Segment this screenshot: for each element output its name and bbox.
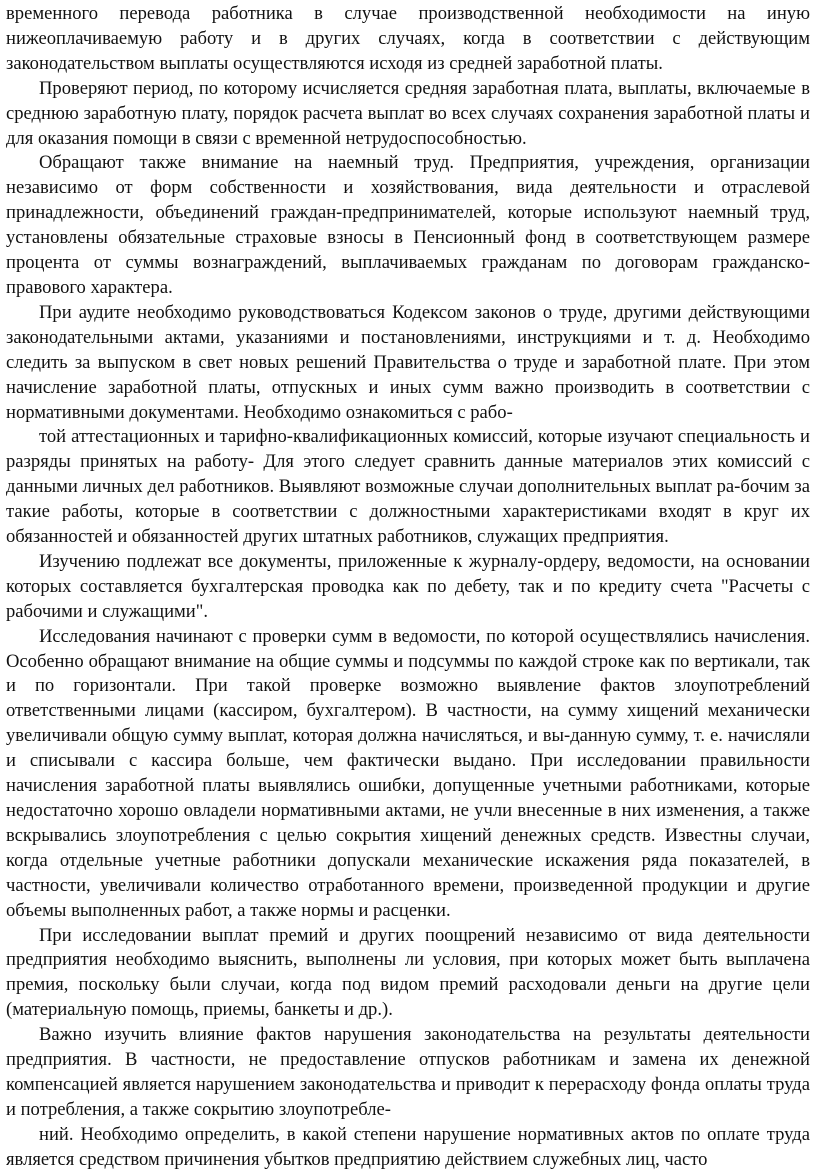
paragraph-8: При исследовании выплат премий и других поощрений независимо от вида деятельности предприятия необходимо выяснить, выполнены ли условия, при которых может быть выплачена премия, поскольку были случаи, когда под видом премий расходовали деньги на другие цели (материальную помощь, приемы, банкеты и др.). bbox=[6, 924, 810, 1021]
paragraph-5: той аттестационных и тарифно-квалификационных комиссий, которые изучают специальность и разряды принятых на работу- Для этого следует сравнить данные материалов этих комиссий с данными личных дел работников. Выявляют возможные случаи дополнительных выплат ра-бочим за такие работы, которые в соответствии с должностными характеристиками входят в круг их обязанностей и обязанностей других штатных работников, служащих предприятия. bbox=[6, 426, 810, 548]
paragraph-7: Исследования начинают с проверки сумм в ведомости, по которой осуществлялись начисления. Особенно обращают внимание на общие суммы и подсуммы по каждой строке как по вертикали, так и по горизонтали. При такой проверке возможно выявление фактов злоупотреблений ответственными лицами (кассиром, бухгалтером). В частности, на сумму хищений механически увеличивали общую сумму выплат, которая должна начисляться, и вы-данную сумму, т. е. начисляли и списывали с кассира больше, чем фактически выдано. При исследовании правильности начисления заработной платы выявлялись ошибки, допущенные учетными работниками, которые недостаточно хорошо овладели нормативными актами, не учли внесенные в них изменения, а также вскрывались злоупотребления с целью сокрытия хищений денежных средств. Известны случаи, когда отдельные учетные работники допускали механические искажения ряда показателей, в частности, увеличивали количество отработанного времени, произведенной продукции и другие объемы выполненных работ, а также нормы и расценки. bbox=[6, 625, 810, 921]
paragraph-1: временного перевода работника в случае производственной необходимости на иную нижеоплачиваемую работу и в других случаях, когда в соответствии с действующим законодательством выплаты осуществляются исходя из средней заработной платы. bbox=[6, 3, 810, 74]
paragraph-2: Проверяют период, по которому исчисляется средняя заработная плата, выплаты, включаемые в среднюю заработную плату, порядок расчета выплат во всех случаях сохранения заработной платы и для оказания помощи в связи с временной нетрудоспособностью. bbox=[6, 77, 810, 149]
paragraph-3: Обращают также внимание на наемный труд. Предприятия, учреждения, организации независимо от форм собственности и хозяйствования, вида деятельности и отраслевой принадлежности, объединений граждан-предпринимателей, которые используют наемный труд, установлены обязательные страховые взносы в Пенсионный фонд в соответствующем размере процента от суммы вознаграждений, выплачиваемых гражданам по договорам гражданско-правового характера. bbox=[6, 152, 810, 298]
paragraph-4: При аудите необходимо руководствоваться Кодексом законов о труде, другими действующими законодательными актами, указаниями и постановлениями, инструкциями и т. д. Необходимо следить за выпуском в свет новых решений Правительства о труде и заработной плате. При этом начисление заработной платы, отпускных и иных сумм важно производить в соответствии с нормативными документами. Необходимо ознакомиться с рабо- bbox=[6, 301, 810, 423]
paragraph-10: ний. Необходимо определить, в какой степени нарушение нормативных актов по оплате труда является средством причинения убытков предприятию действием служебных лиц, часто bbox=[6, 1123, 810, 1170]
paragraph-9: Важно изучить влияние фактов нарушения законодательства на результаты деятельности предприятия. В частности, не предоставление отпусков работникам и замена их денежной компенсацией является нарушением законодательства и приводит к перерасходу фонда оплаты труда и потребления, а также сокрытию злоупотребле- bbox=[6, 1024, 810, 1120]
paragraph-6: Изучению подлежат все документы, приложенные к журналу-ордеру, ведомости, на основании которых составляется бухгалтерская проводка как по дебету, так и по кредиту счета "Расчеты с рабочими и служащими". bbox=[6, 550, 810, 622]
